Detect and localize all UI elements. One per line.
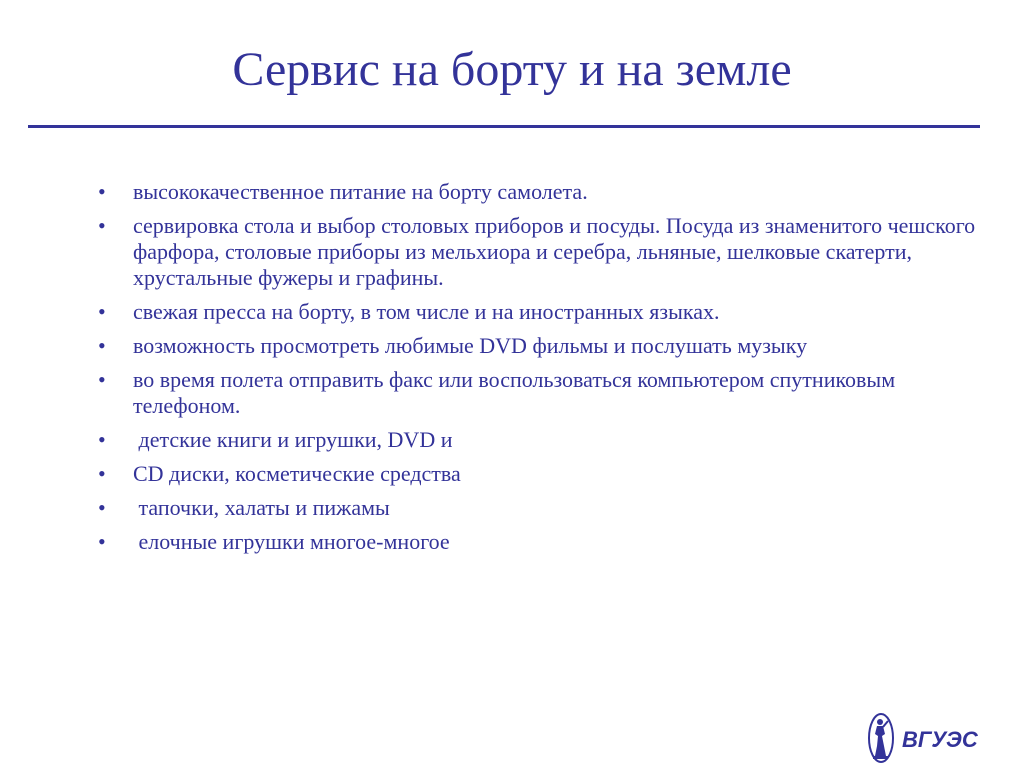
list-item	[98, 333, 978, 359]
list-item	[98, 299, 978, 325]
bullet-icon: •	[98, 529, 106, 554]
bullet-list	[98, 179, 981, 563]
list-item	[98, 427, 978, 453]
list-item	[98, 179, 978, 205]
list-item-text: сервировка стола и выбор столовых приборов и посуды. Посуда из знаменитого чешского фарфора, столовые приборы из мельхиора и серебра, льняные, шелковые скатерти, хрустальные фужеры и графины.	[133, 213, 981, 290]
list-item	[98, 461, 978, 487]
bullet-icon: •	[98, 299, 106, 324]
list-item-text: елочные игрушки многое-многое	[133, 529, 450, 554]
list-item	[98, 213, 981, 291]
list-item-text: тапочки, халаты и пижамы	[133, 495, 390, 520]
logo	[866, 712, 988, 764]
list-item-text: во время полета отправить факс или воспользоваться компьютером спутниковым телефоном.	[133, 367, 901, 418]
bullet-icon: •	[98, 213, 106, 238]
bullet-icon: •	[98, 333, 106, 358]
list-item	[98, 495, 978, 521]
bullet-icon: •	[98, 461, 106, 486]
list-item-text: высококачественное питание на борту самолета.	[133, 179, 588, 204]
logo-text: ВГУЭС	[902, 727, 978, 752]
bullet-icon: •	[98, 179, 106, 204]
list-item-text: CD диски, косметические средства	[133, 461, 461, 486]
list-item-text: свежая пресса на борту, в том числе и на иностранных языках.	[133, 299, 720, 324]
title-divider	[28, 125, 980, 128]
bullet-icon: •	[98, 427, 106, 452]
statue-emblem-icon	[866, 712, 988, 764]
bullet-icon: •	[98, 367, 106, 392]
list-item	[98, 367, 978, 419]
bullet-icon: •	[98, 495, 106, 520]
slide-title: Сервис на борту и на земле	[232, 43, 792, 96]
list-item-text: возможность просмотреть любимые DVD фильмы и послушать музыку	[133, 333, 808, 358]
list-item-text: детские книги и игрушки, DVD и	[133, 427, 453, 452]
list-item	[98, 529, 978, 555]
